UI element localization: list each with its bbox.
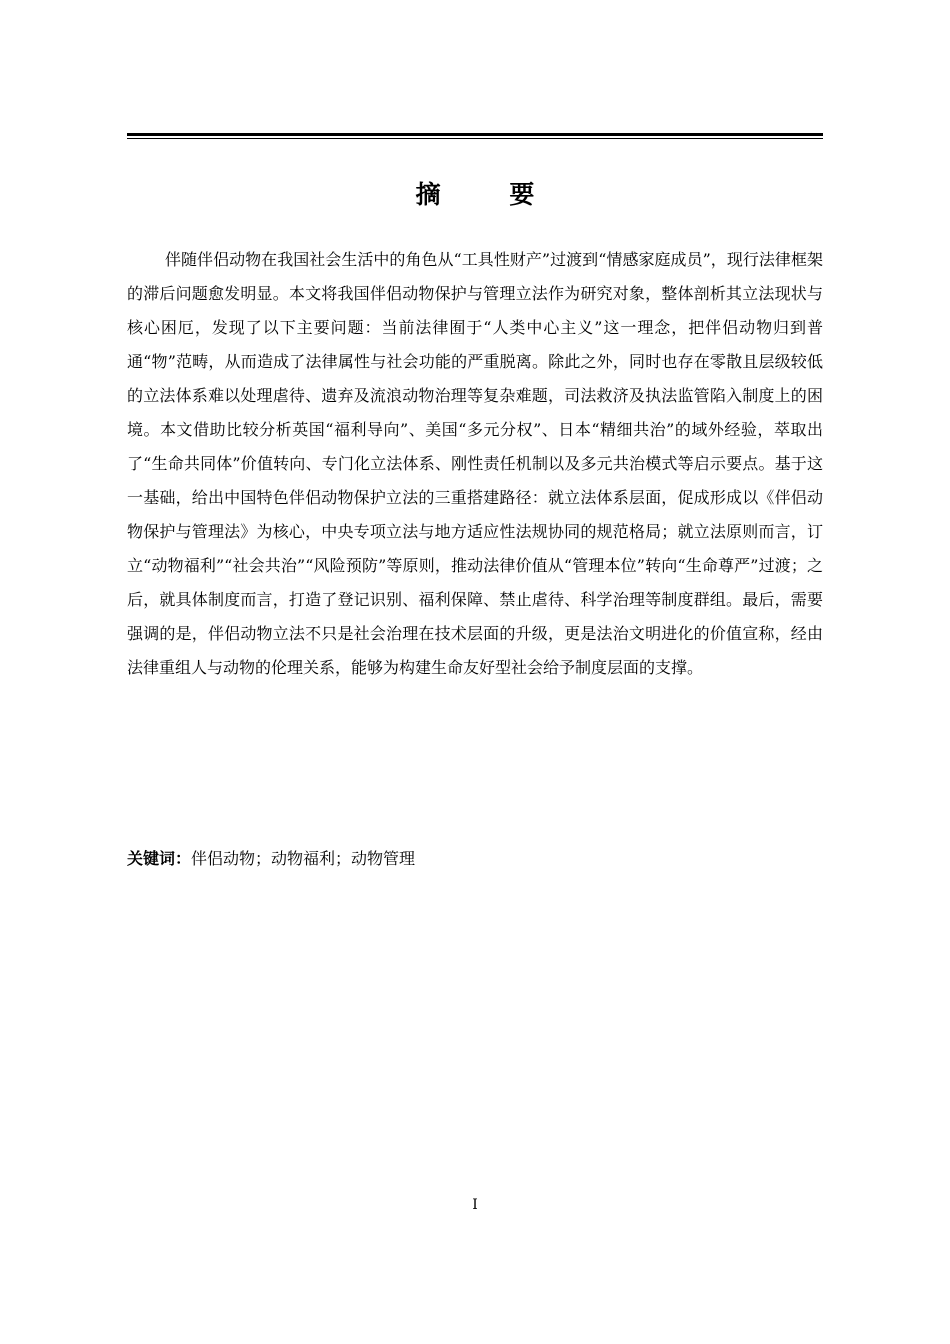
keywords-label: 关键词： — [127, 849, 192, 868]
abstract-paragraph: 伴随伴侣动物在我国社会生活中的角色从“工具性财产”过渡到“情感家庭成员”，现行法律框架的滞后问题愈发明显。本文将我国伴侣动物保护与管理立法作为研究对象，整体剖析其立法现状与核心困厄，发现了以下主要问题：当前法律囿于“人类中心主义”这一理念，把伴侣动物归到普通“物”范畴，从而造成了法律属性与社会功能的严重脱离。除此之外，同时也存在零散且层级较低的立法体系难以处理虐待、遗弃及流浪动物治理等复杂难题，司法救济及执法监管陷入制度上的困境。本文借助比较分析英国“福利导向”、美国“多元分权”、日本“精细共治”的域外经验，萃取出了“生命共同体”价值转向、专门化立法体系、刚性责任机制以及多元共治模式等启示要点。基于这一基础，给出中国特色伴侣动物保护立法的三重搭建路径：就立法体系层面，促成形成以《伴侣动物保护与管理法》为核心，中央专项立法与地方适应性法规协同的规范格局；就立法原则而言，订立“动物福利”“社会共治”“风险预防”等原则，推动法律价值从“管理本位”转向“生命尊严”过渡；之后，就具体制度而言，打造了登记识别、福利保障、禁止虐待、科学治理等制度群组。最后，需要强调的是，伴侣动物立法不只是社会治理在技术层面的升级，更是法治文明进化的价值宣称，经由法律重组人与动物的伦理关系，能够为构建生命友好型社会给予制度层面的支撑。 — [127, 250, 823, 677]
header-rule-thick — [127, 133, 823, 136]
keywords-line — [127, 842, 823, 876]
page-title: 摘 要 — [415, 180, 565, 209]
keywords-value: 伴侣动物；动物福利；动物管理 — [191, 849, 416, 868]
header-rule-thin — [127, 138, 823, 139]
page-number: I — [472, 1197, 478, 1213]
